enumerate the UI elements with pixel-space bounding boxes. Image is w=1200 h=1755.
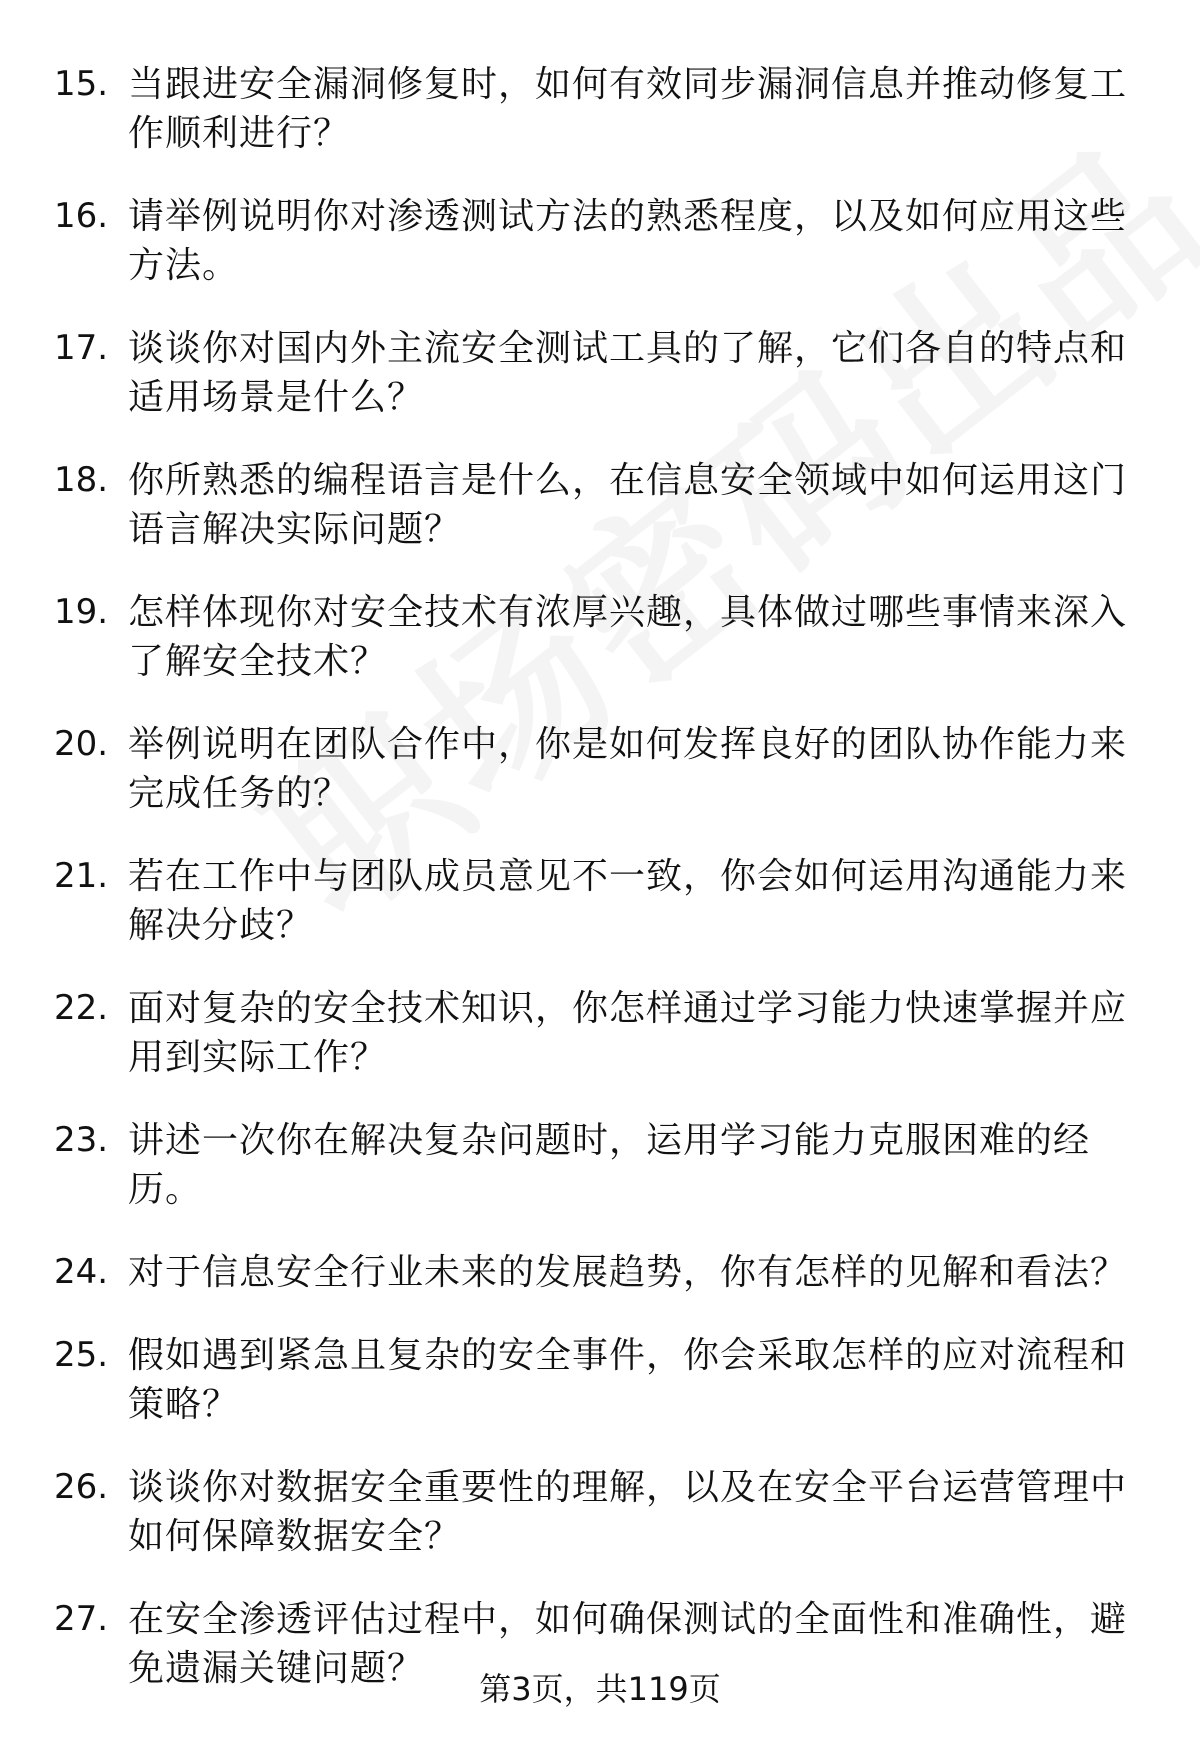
question-number: 18. — [54, 460, 109, 500]
question-text: 请举例说明你对渗透测试方法的熟悉程度，以及如何应用这些方法。 — [128, 196, 1128, 286]
question-number: 20. — [54, 724, 109, 764]
question-number: 25. — [54, 1335, 109, 1375]
question-item — [0, 1248, 1200, 1297]
question-item — [0, 588, 1200, 686]
question-text: 怎样体现你对安全技术有浓厚兴趣，具体做过哪些事情来深入了解安全技术？ — [128, 592, 1128, 682]
question-number: 23. — [54, 1120, 109, 1160]
question-number: 16. — [54, 196, 109, 236]
question-item — [0, 984, 1200, 1082]
question-text: 假如遇到紧急且复杂的安全事件，你会采取怎样的应对流程和策略？ — [128, 1335, 1128, 1425]
question-item — [0, 852, 1200, 950]
question-text: 你所熟悉的编程语言是什么，在信息安全领域中如何运用这门语言解决实际问题？ — [128, 460, 1128, 550]
question-text: 对于信息安全行业未来的发展趋势，你有怎样的见解和看法？ — [128, 1252, 1128, 1293]
question-text: 举例说明在团队合作中，你是如何发挥良好的团队协作能力来完成任务的？ — [128, 724, 1128, 814]
page-number-footer: 第3页，共119页 — [479, 1670, 721, 1708]
question-item — [0, 1463, 1200, 1561]
question-item — [0, 324, 1200, 422]
question-item — [0, 1116, 1200, 1214]
question-text: 谈谈你对数据安全重要性的理解，以及在安全平台运营管理中如何保障数据安全？ — [128, 1467, 1128, 1557]
question-text: 谈谈你对国内外主流安全测试工具的了解，它们各自的特点和适用场景是什么？ — [128, 328, 1128, 418]
question-item — [0, 192, 1200, 290]
question-item — [0, 1331, 1200, 1429]
question-number: 27. — [54, 1599, 109, 1639]
question-list — [0, 60, 1200, 1727]
question-number: 26. — [54, 1467, 109, 1507]
question-item — [0, 60, 1200, 158]
question-text: 讲述一次你在解决复杂问题时，运用学习能力克服困难的经历。 — [128, 1120, 1091, 1210]
question-number: 21. — [54, 856, 109, 896]
question-text: 当跟进安全漏洞修复时，如何有效同步漏洞信息并推动修复工作顺利进行？ — [128, 64, 1128, 154]
question-number: 24. — [54, 1252, 109, 1292]
question-number: 17. — [54, 328, 109, 368]
question-number: 22. — [54, 988, 109, 1028]
question-text: 在安全渗透评估过程中，如何确保测试的全面性和准确性，避免遗漏关键问题？ — [128, 1599, 1128, 1689]
question-number: 19. — [54, 592, 109, 632]
question-text: 面对复杂的安全技术知识，你怎样通过学习能力快速掌握并应用到实际工作？ — [128, 988, 1128, 1078]
question-number: 15. — [54, 64, 109, 104]
question-item — [0, 720, 1200, 818]
question-text: 若在工作中与团队成员意见不一致，你会如何运用沟通能力来解决分歧？ — [128, 856, 1128, 946]
question-item — [0, 456, 1200, 554]
